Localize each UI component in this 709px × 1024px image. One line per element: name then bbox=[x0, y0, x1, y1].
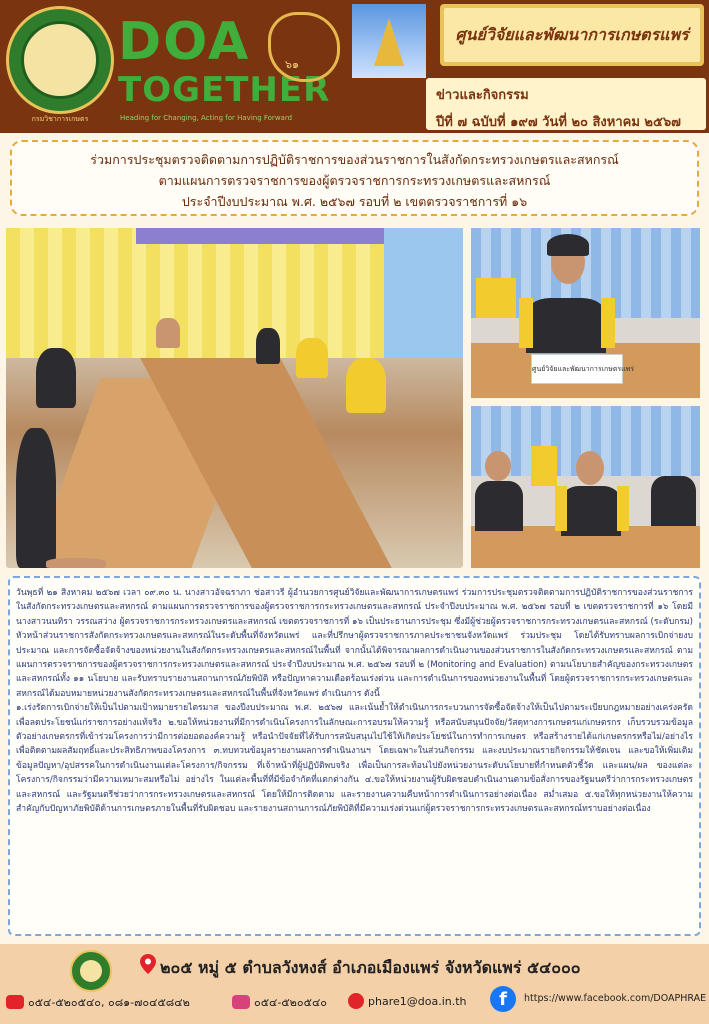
phone-number: ๐๕๔-๕๒๐๕๔๐, ๐๘๑-๗๐๔๕๘๔๒ bbox=[28, 996, 190, 1009]
footer-address: ๒๐๕ หมู่ ๕ ตำบลวังหงส์ อำเภอเมืองแพร่ จังหวัดแพร่ ๕๔๐๐๐ bbox=[160, 958, 581, 977]
article-body bbox=[8, 576, 701, 936]
issue-box bbox=[426, 78, 706, 130]
header-banner bbox=[0, 0, 709, 133]
brand-tagline: Heading for Changing, Acting for Having Forward bbox=[120, 114, 293, 122]
logo-caption: กรมวิชาการเกษตร bbox=[31, 115, 89, 123]
news-label: ข่าวและกิจกรรม bbox=[436, 88, 529, 103]
center-title: ศูนย์วิจัยและพัฒนาการเกษตรแพร่ bbox=[444, 8, 700, 62]
anniversary-number: ๖๑ bbox=[285, 58, 299, 71]
temple-photo bbox=[352, 4, 426, 78]
facebook-contact[interactable] bbox=[524, 993, 706, 1004]
phone-contact bbox=[6, 993, 190, 1011]
headline-line-2: ตามแผนการตรวจราชการของผู้ตรวจราชการกระทรวงเกษตรและสหกรณ์ bbox=[158, 173, 551, 188]
headline-box bbox=[10, 140, 699, 216]
facebook-url[interactable]: https://www.facebook.com/DOAPHRAE bbox=[524, 993, 707, 1004]
fax-number: ๐๕๔-๕๒๐๕๔๐ bbox=[254, 996, 327, 1009]
email-address[interactable]: phare1@doa.in.th bbox=[368, 994, 467, 1008]
facebook-icon[interactable]: f bbox=[490, 986, 516, 1012]
article-paragraph-2: ๑.เร่งรัดการเบิกจ่ายให้เป็นไปตามเป้าหมายรายไตรมาส ของปีงบประมาณ พ.ศ. ๒๕๖๗ และเน้นย้ำให้ดำเนินการกระบวนการจัดซื้อจัดจ้างให้เป็นไปตามระเบียบกฎหมายอย่างเคร่งครัด เพื่อลดประโยชน์แก่ราชการอย่างแท้จริง ๒.ขอให้หน่วยงานที่มีการดำเนินโครงการในลักษณะการอบรมให้ความรู้ หรือสนับสนุนปัจจัย/วัสดุทางการเกษตรแก่เกษตรกร เก็บรวบรวมข้อมูลตัวอย่างเกษตรกรที่เข้าร่วมโครงการว่ามีการต่อยอดองค์ความรู้ หรือนำปัจจัยที่ได้รับการสนับสนุนไปใช้ให้เกิดประโยชน์ในการทำการเกษตร หรือสร้างรายได้แก่เกษตรกรหรือไม่/อย่างไร เพื่อติดตามผลสัมฤทธิ์และประสิทธิภาพของโครงการ ๓.ทบทวนข้อมูลรายงานผลการดำเนินงานฯ โดยเฉพาะในส่วนกิจกรรม และงบประมาณรายกิจกรรมให้ชัดเจน และขอให้เพิ่มเติมข้อมูลปัญหา/อุปสรรคในการดำเนินงานแต่ละโครงการ/กิจกรรม ที่เจ้าหน้าที่ผู้ปฏิบัติพบจริง เพื่อเป็นการสะท้อนไปยังหน่วยงานระดับนโยบายที่กำหนดตัวชี้วัด และแผน/ผล ของแต่ละโครงการ/กิจกรรมว่ามีความเหมาะสมหรือไม่ อย่างไร ในแต่ละพื้นที่ที่มีข้อจำกัดที่แตกต่างกัน ๔.ขอให้หน่วยงานผู้รับผิดชอบดำเนินงานตามข้อสั่งการของรัฐมนตรีว่าการกระทรวงเกษตรและสหกรณ์ และรัฐมนตรีช่วยว่าการกระทรวงเกษตรและสหกรณ์ โดยให้มีการติดตาม และรายงานความคืบหน้าการดำเนินการอย่างต่อเนื่อง สม่ำเสมอ ๕.ขอให้ทุกหน่วยงานให้ความสำคัญกับปัญหาภัยพิบัติด้านการเกษตรภายในพื้นที่รับผิดชอบ และรายงานสถานการณ์ภัยพิบัติที่มีความเร่งด่วนแก่ผู้ตรวจราชการกระทรวงเกษตรและสหกรณ์ทราบอย่างต่อเนื่อง bbox=[16, 703, 693, 815]
fax-icon bbox=[232, 995, 250, 1009]
footer-doa-logo bbox=[70, 950, 112, 992]
nameplate: ศูนย์วิจัยและพัฒนาการเกษตรแพร่ bbox=[531, 354, 623, 384]
issue-line: ปีที่ ๗ ฉบับที่ ๑๙๗ วันที่ ๒๐ สิงหาคม ๒๕๖๗ bbox=[436, 115, 681, 130]
brand-together: TOGETHER bbox=[118, 70, 331, 110]
article-paragraph-1: วันพุธที่ ๒๑ สิงหาคม ๒๕๖๗ เวลา ๐๙.๓๐ น. นางสาวอัจฉราภา ช่อสาวรี ผู้อำนวยการศูนย์วิจัยและพัฒนาการเกษตรแพร่ ร่วมการประชุมตรวจติดตามการปฏิบัติราชการของส่วนราชการในสังกัดกระทรวงเกษตรและสหกรณ์ ตามแผนการตรวจราชการของผู้ตรวจราชการกระทรวงเกษตรและสหกรณ์ ประจำปีงบประมาณ พ.ศ. ๒๕๖๗ รอบที่ ๒ เขตตรวจราชการที่ ๑๖ โดยมีนางสาวนนทิรา วรรณสว่าง ผู้ตรวจราชการกระทรวงเกษตรและสหกรณ์ เขตตรวจราชการที่ ๑๖ เป็นประธานการประชุม ซึ่งมีผู้ช่วยผู้ตรวจราชการกระทรวงเกษตรและสหกรณ์ (ระดับกรม) หัวหน้าส่วนราชการสังกัดกระทรวงเกษตรและสหกรณ์ในระดับพื้นที่จังหวัดแพร่ และที่ปรึกษาผู้ตรวจราชการภาคประชาชนจังหวัดแพร่ ร่วมประชุม โดยได้รับทราบผลการเบิกจ่ายงบประมาณ และการจัดซื้อจัดจ้างของหน่วยงานในสังกัดกระทรวงเกษตรและสหกรณ์ในพื้นที่ จากนั้นได้พิจารณาผลการดำเนินงานของส่วนราชการในสังกัดกระทรวงเกษตรและสหกรณ์ ตามแผนการตรวจราชการของผู้ตรวจราชการกระทรวงเกษตรและสหกรณ์ ประจำปีงบประมาณ พ.ศ. ๒๕๖๗ รอบที่ ๒ (Monitoring and Evaluation) ตามนโยบายสำคัญของกระทรวงเกษตรและสหกรณ์ทั้ง ๑๑ นโยบาย และรับทราบรายงานสถานการณ์ภัยพิบัติ หรือปัญหาความเดือดร้อนเร่งด่วน และการดำเนินการของหน่วยงานในพื้นที่ โดยผู้ตรวจราชการกระทรวงเกษตรและสหกรณ์ได้มอบหมายหน่วยงานสังกัดกระทรวงเกษตรและสหกรณ์ในพื้นที่จังหวัดแพร่ ดำเนินการ ดังนี้ bbox=[16, 588, 693, 699]
phone-icon bbox=[6, 995, 24, 1009]
participants-photo bbox=[471, 406, 700, 568]
email-icon bbox=[348, 993, 364, 1009]
brand-doa: DOA bbox=[118, 12, 251, 72]
meeting-room-photo bbox=[6, 228, 463, 568]
anniversary-emblem bbox=[268, 12, 340, 82]
center-title-box bbox=[440, 4, 704, 66]
email-contact[interactable] bbox=[348, 993, 467, 1009]
fax-contact bbox=[232, 993, 327, 1011]
headline-line-3: ประจำปีงบประมาณ พ.ศ. ๒๕๖๗ รอบที่ ๒ เขตตรวจราชการที่ ๑๖ bbox=[181, 194, 528, 209]
chairperson-photo bbox=[471, 228, 700, 398]
location-pin-icon bbox=[140, 954, 156, 974]
headline-line-1: ร่วมการประชุมตรวจติดตามการปฏิบัติราชการของส่วนราชการในสังกัดกระทรวงเกษตรและสหกรณ์ bbox=[90, 152, 619, 167]
doa-seal-logo bbox=[6, 6, 114, 114]
